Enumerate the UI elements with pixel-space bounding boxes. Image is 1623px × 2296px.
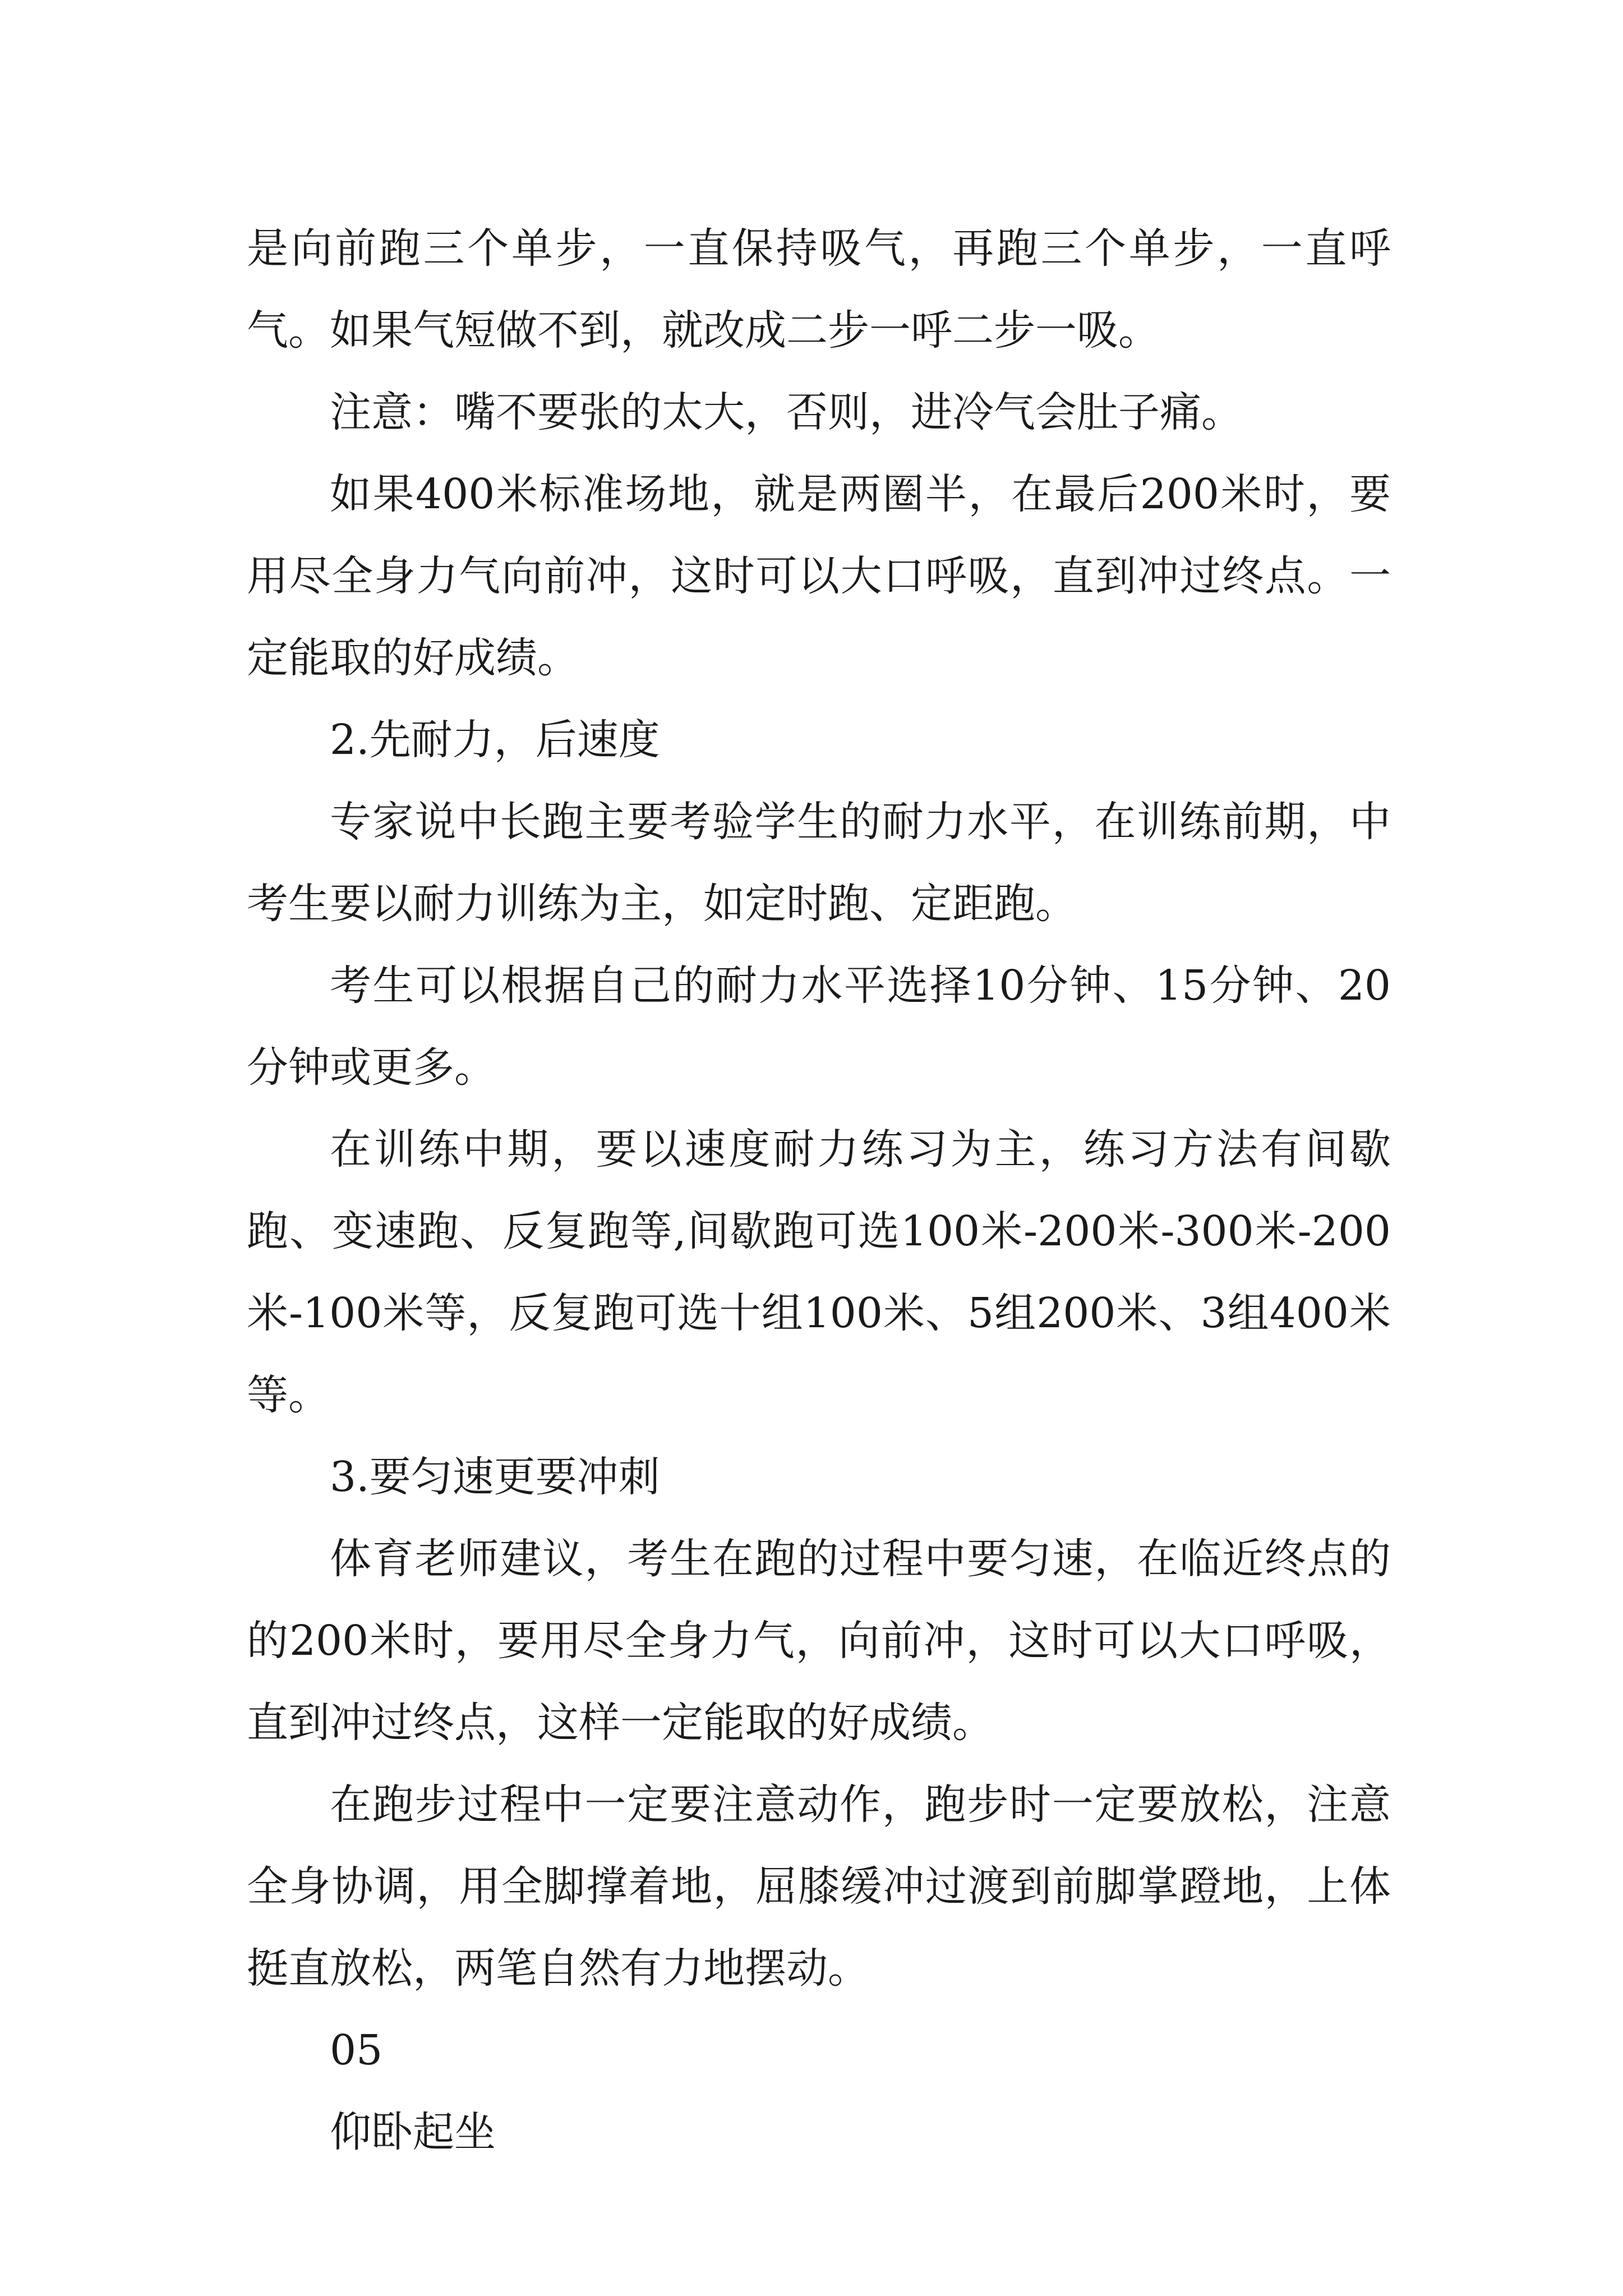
paragraph-note-mouth: 注意：嘴不要张的太大，否则，进冷气会肚子痛。 — [330, 388, 1243, 436]
paragraph-400m-track: 如果400米标准场地，就是两圈半，在最后200米时，要用尽全身力气向前冲，这时可以大口呼吸，直到冲过终点。一定能取的好成绩。 — [247, 470, 1391, 682]
paragraph-time-choice: 考生可以根据自己的耐力水平选择10分钟、15分钟、20分钟或更多。 — [247, 961, 1391, 1092]
section-number: 05 — [330, 2026, 383, 2074]
section-title-situps: 仰卧起坐 — [330, 2108, 496, 2156]
section-heading-steady-pace: 3.要匀速更要冲刺 — [330, 1453, 660, 1501]
paragraph-mid-training: 在训练中期，要以速度耐力练习为主，练习方法有间歇跑、变速跑、反复跑等,间歇跑可选100米-200米-300米-200米-100米等，反复跑可选十组100米、5组200米、3组400米等。 — [247, 1125, 1391, 1419]
paragraph-expert-endurance: 专家说中长跑主要考验学生的耐力水平，在训练前期，中考生要以耐力训练为主，如定时跑、定距跑。 — [247, 798, 1391, 928]
section-heading-endurance-first: 2.先耐力，后速度 — [330, 716, 660, 764]
document-body — [247, 208, 1391, 2173]
paragraph-breathing-method: 是向前跑三个单步，一直保持吸气，再跑三个单步，一直呼气。如果气短做不到，就改成二步一呼二步一吸。 — [247, 224, 1391, 355]
paragraph-running-form: 在跑步过程中一定要注意动作，跑步时一定要放松，注意全身协调，用全脚撑着地，屈膝缓冲过渡到前脚掌蹬地，上体挺直放松，两笔自然有力地摆动。 — [247, 1780, 1391, 1993]
paragraph-pe-teacher-advice: 体育老师建议，考生在跑的过程中要匀速，在临近终点的的200米时，要用尽全身力气，向前冲，这时可以大口呼吸，直到冲过终点，这样一定能取的好成绩。 — [247, 1535, 1391, 1747]
